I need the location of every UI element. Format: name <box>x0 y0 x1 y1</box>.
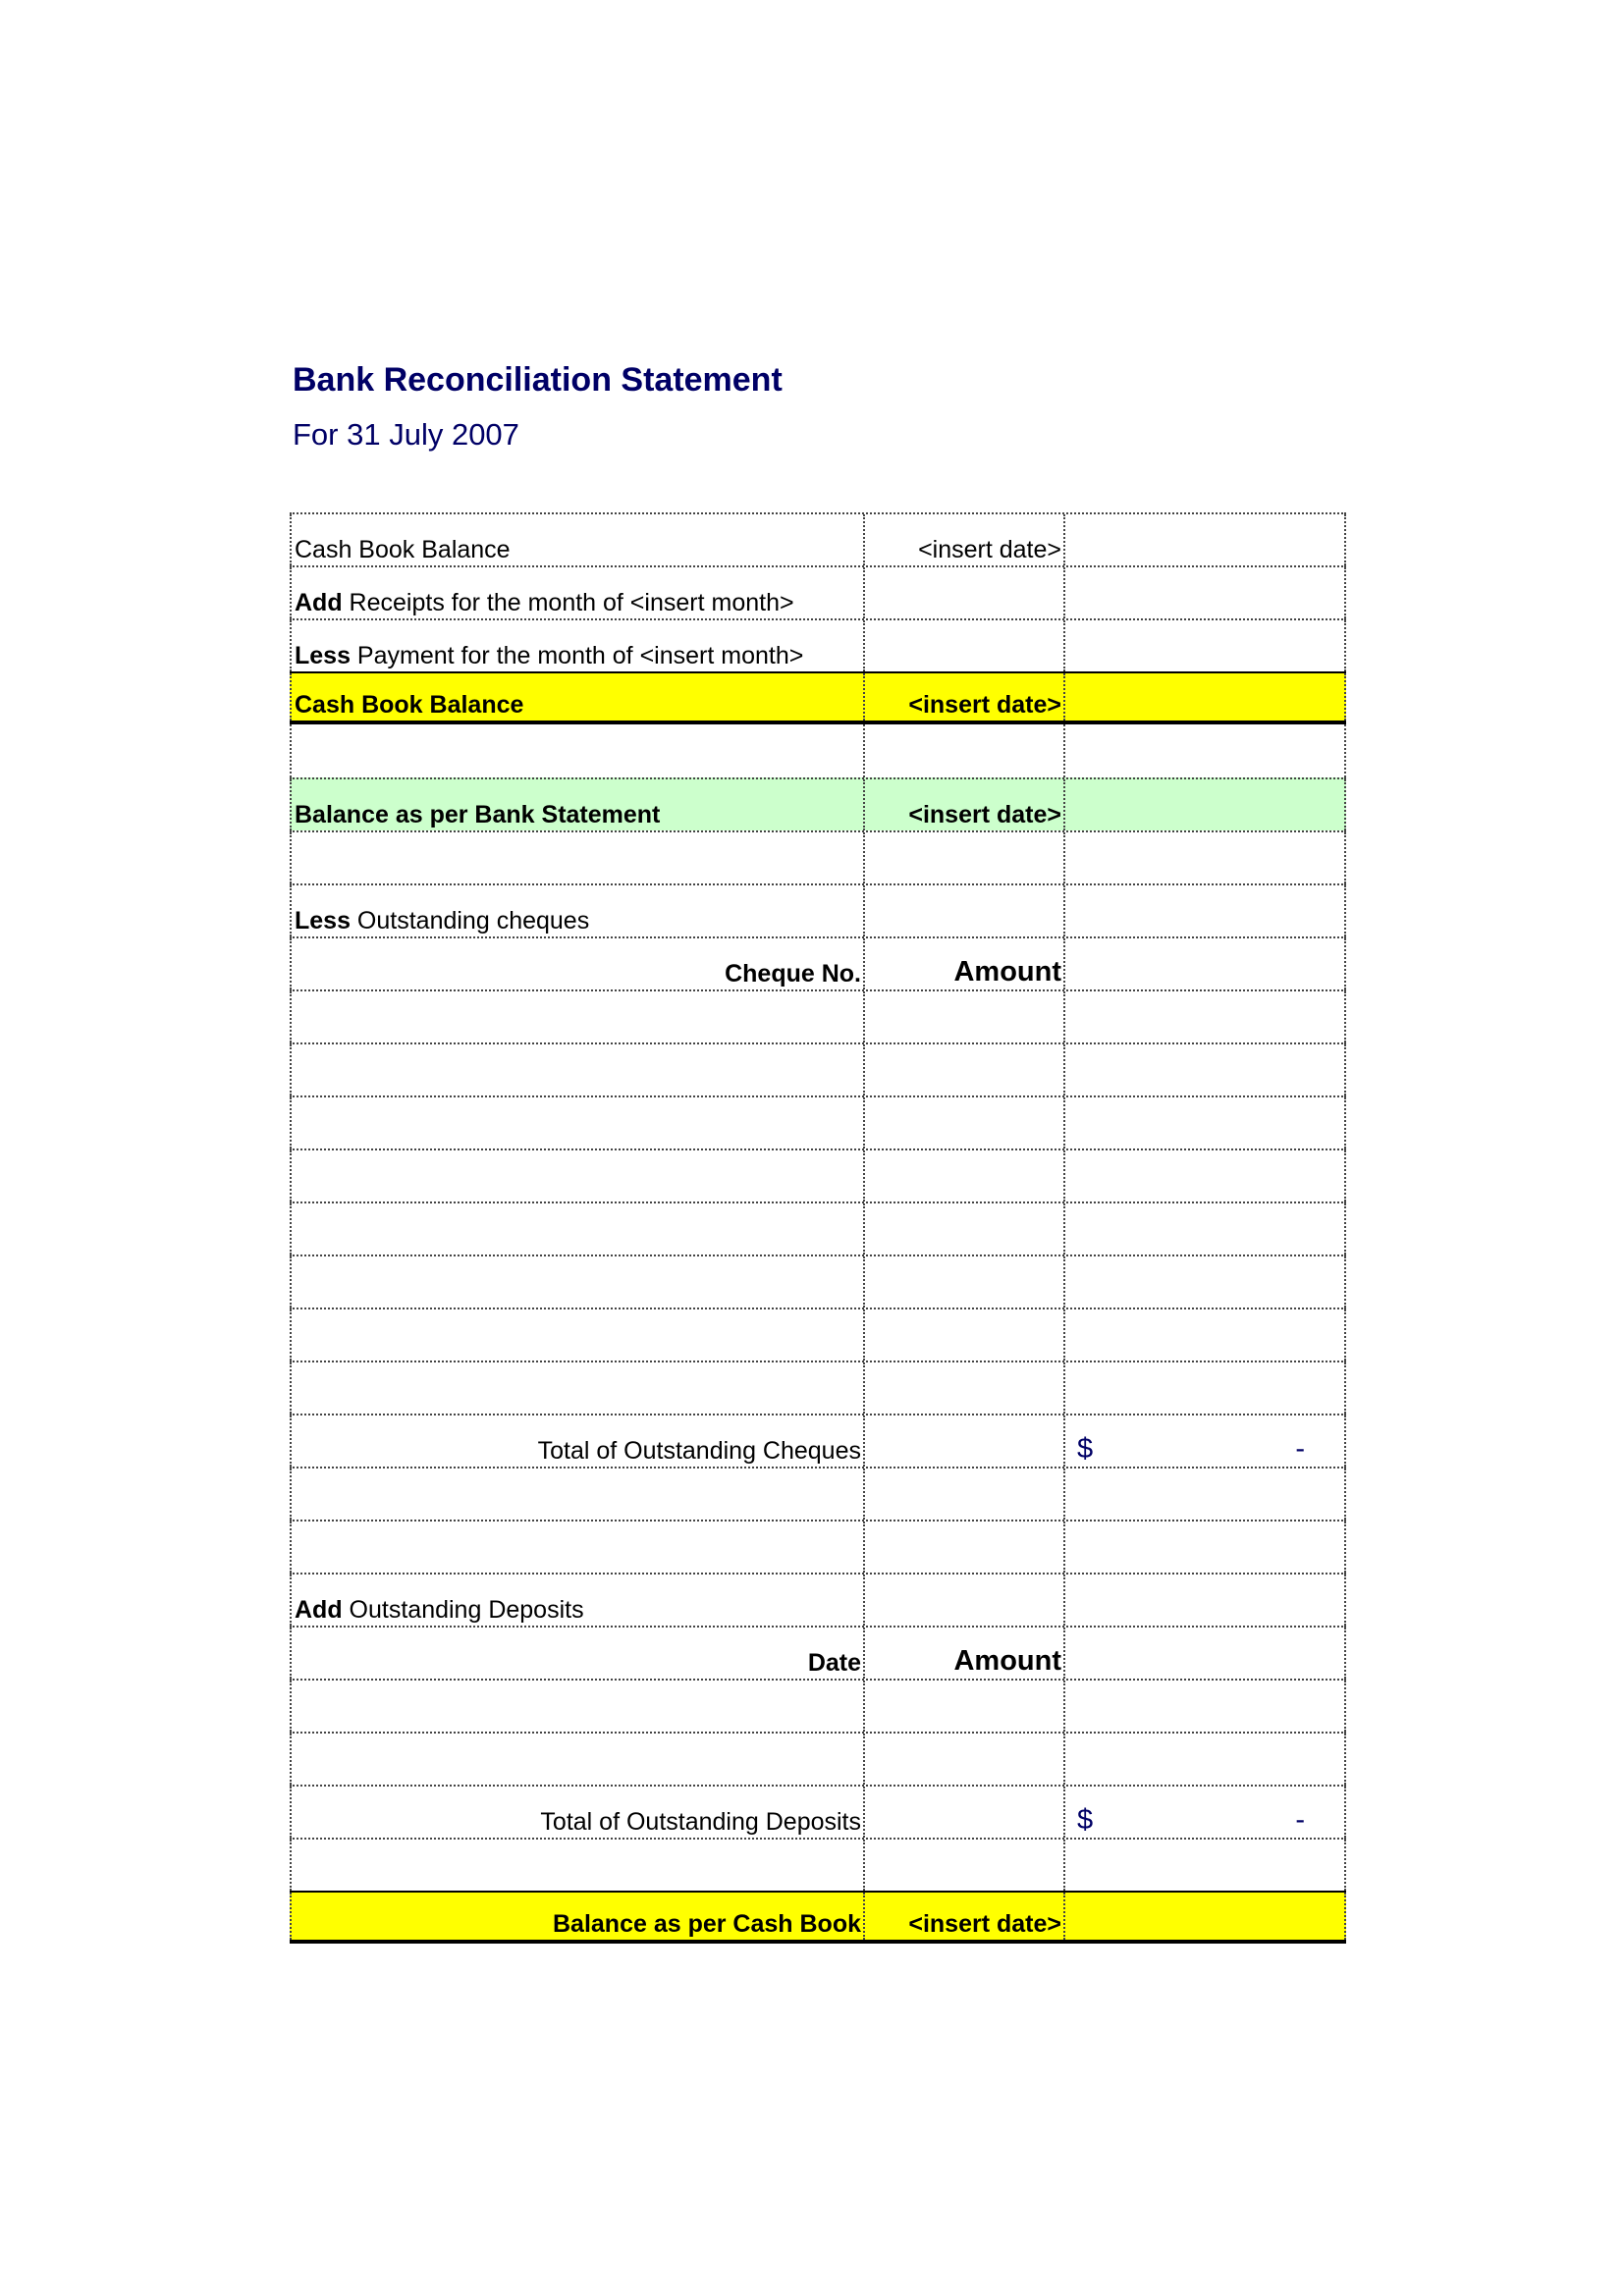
deposit-amount-cell[interactable] <box>863 1734 1063 1785</box>
add-receipts-text: Receipts for the month of <insert month> <box>342 589 794 616</box>
blank-row <box>290 1520 1346 1573</box>
cheque-entry-row <box>290 1042 1346 1095</box>
less-payment-label[interactable] <box>290 620 863 671</box>
less-outstanding-cheques-label[interactable] <box>290 885 863 936</box>
add-receipts-date[interactable] <box>863 567 1063 618</box>
cheque-entry-row <box>290 1148 1346 1201</box>
balance-bank-statement-row <box>290 777 1346 830</box>
cash-book-balance-total-row <box>290 671 1346 724</box>
less-payment-amount[interactable] <box>1063 620 1346 671</box>
blank-cell[interactable] <box>1063 1522 1346 1573</box>
blank-cell[interactable] <box>1063 1256 1346 1308</box>
balance-bank-statement-amount[interactable] <box>1063 779 1346 830</box>
cheque-amount-cell[interactable] <box>863 1362 1063 1414</box>
blank-cell[interactable] <box>1063 991 1346 1042</box>
blank-cell[interactable] <box>1063 1840 1346 1891</box>
cash-book-balance-row <box>290 512 1346 565</box>
cash-book-balance-amount[interactable] <box>1063 514 1346 565</box>
total-outstanding-cheques-row <box>290 1414 1346 1467</box>
balance-cash-book-amount[interactable] <box>1063 1893 1346 1940</box>
blank-cell[interactable] <box>1063 1681 1346 1732</box>
less-outstanding-cheques-row <box>290 883 1346 936</box>
blank-cell[interactable] <box>1063 1734 1346 1785</box>
cheque-no-cell[interactable] <box>290 991 863 1042</box>
deposit-amount-cell[interactable] <box>863 1681 1063 1732</box>
balance-bank-statement-date[interactable]: <insert date> <box>863 779 1063 830</box>
deposit-date-cell[interactable] <box>290 1681 863 1732</box>
blank-cell[interactable] <box>1063 1575 1346 1626</box>
reconciliation-table <box>290 512 1346 1944</box>
currency-symbol: $ <box>1077 1804 1094 1836</box>
cheque-entry-row <box>290 1361 1346 1414</box>
cash-book-balance-total-label[interactable]: Cash Book Balance <box>290 673 863 721</box>
deposit-entry-row <box>290 1679 1346 1732</box>
cheque-amount-cell[interactable] <box>863 1097 1063 1148</box>
total-outstanding-deposits-label: Total of Outstanding Deposits <box>290 1787 863 1838</box>
cheque-entry-row <box>290 1255 1346 1308</box>
cheque-no-cell[interactable] <box>290 1150 863 1201</box>
blank-cell[interactable] <box>863 1575 1063 1626</box>
blank-cell[interactable] <box>1063 1044 1346 1095</box>
balance-cash-book-label[interactable]: Balance as per Cash Book <box>290 1893 863 1940</box>
blank-cell[interactable] <box>1063 832 1346 883</box>
cheque-no-cell[interactable] <box>290 1097 863 1148</box>
cash-book-balance-total-amount[interactable] <box>1063 673 1346 721</box>
add-receipts-label[interactable] <box>290 567 863 618</box>
cheque-no-cell[interactable] <box>290 1044 863 1095</box>
cheque-no-cell[interactable] <box>290 1256 863 1308</box>
less-outstanding-cheques-text: Outstanding cheques <box>350 907 590 934</box>
add-outstanding-deposits-label[interactable] <box>290 1575 863 1626</box>
cheque-no-header: Cheque No. <box>290 938 863 989</box>
total-outstanding-deposits-row <box>290 1785 1346 1838</box>
blank-cell[interactable] <box>1063 1097 1346 1148</box>
cash-book-balance-total-date[interactable]: <insert date> <box>863 673 1063 721</box>
less-payment-text: Payment for the month of <insert month> <box>350 642 804 669</box>
cash-book-balance-label[interactable]: Cash Book Balance <box>290 514 863 565</box>
blank-cell[interactable] <box>1063 1309 1346 1361</box>
cheque-amount-cell[interactable] <box>863 1150 1063 1201</box>
page-subtitle: For 31 July 2007 <box>293 417 519 452</box>
cheque-amount-cell[interactable] <box>863 991 1063 1042</box>
total-outstanding-deposits-amount[interactable] <box>1063 1787 1346 1838</box>
balance-cash-book-row <box>290 1891 1346 1944</box>
deposit-header-row <box>290 1626 1346 1679</box>
deposit-date-header: Date <box>290 1628 863 1679</box>
total-outstanding-cheques-label: Total of Outstanding Cheques <box>290 1415 863 1467</box>
cheque-no-cell[interactable] <box>290 1362 863 1414</box>
balance-cash-book-date[interactable]: <insert date> <box>863 1893 1063 1940</box>
balance-bank-statement-label[interactable]: Balance as per Bank Statement <box>290 779 863 830</box>
blank-cell[interactable] <box>863 1522 1063 1573</box>
blank-cell[interactable] <box>1063 1628 1346 1679</box>
blank-cell[interactable] <box>863 1787 1063 1838</box>
total-value: - <box>1295 1804 1305 1836</box>
less-payment-prefix: Less <box>295 642 351 669</box>
deposit-amount-header: Amount <box>863 1628 1063 1679</box>
total-value: - <box>1295 1433 1305 1465</box>
blank-cell[interactable] <box>863 1840 1063 1891</box>
add-outstanding-deposits-prefix: Add <box>295 1596 343 1624</box>
page-title: Bank Reconciliation Statement <box>293 361 783 399</box>
blank-cell[interactable] <box>1063 938 1346 989</box>
cash-book-balance-date[interactable]: <insert date> <box>863 514 1063 565</box>
cheque-amount-cell[interactable] <box>863 1044 1063 1095</box>
cheque-amount-cell[interactable] <box>863 1203 1063 1255</box>
cheque-amount-header: Amount <box>863 938 1063 989</box>
cheque-amount-cell[interactable] <box>863 1309 1063 1361</box>
cheque-no-cell[interactable] <box>290 1203 863 1255</box>
currency-symbol: $ <box>1077 1433 1094 1465</box>
blank-cell[interactable] <box>290 724 863 777</box>
blank-cell[interactable] <box>863 1468 1063 1520</box>
deposit-date-cell[interactable] <box>290 1734 863 1785</box>
cheque-entry-row <box>290 1308 1346 1361</box>
cheque-entry-row <box>290 989 1346 1042</box>
blank-cell[interactable] <box>1063 1150 1346 1201</box>
add-receipts-prefix: Add <box>295 589 343 616</box>
blank-row <box>290 830 1346 883</box>
add-outstanding-deposits-text: Outstanding Deposits <box>342 1596 584 1624</box>
add-receipts-row <box>290 565 1346 618</box>
blank-cell[interactable] <box>290 1522 863 1573</box>
less-payment-date[interactable] <box>863 620 1063 671</box>
blank-cell[interactable] <box>1063 724 1346 777</box>
cheque-amount-cell[interactable] <box>863 1256 1063 1308</box>
blank-row <box>290 724 1346 777</box>
deposit-entry-row <box>290 1732 1346 1785</box>
blank-cell[interactable] <box>1063 1362 1346 1414</box>
blank-cell[interactable] <box>1063 885 1346 936</box>
blank-cell[interactable] <box>863 724 1063 777</box>
less-outstanding-cheques-prefix: Less <box>295 907 351 934</box>
cheque-no-cell[interactable] <box>290 1309 863 1361</box>
blank-cell[interactable] <box>863 832 1063 883</box>
blank-cell[interactable] <box>863 885 1063 936</box>
blank-cell[interactable] <box>1063 1468 1346 1520</box>
less-payment-row <box>290 618 1346 671</box>
blank-cell[interactable] <box>290 1468 863 1520</box>
blank-row <box>290 1838 1346 1891</box>
add-receipts-amount[interactable] <box>1063 567 1346 618</box>
cheque-entry-row <box>290 1095 1346 1148</box>
total-outstanding-cheques-amount[interactable] <box>1063 1415 1346 1467</box>
cheque-entry-row <box>290 1201 1346 1255</box>
add-outstanding-deposits-row <box>290 1573 1346 1626</box>
blank-cell[interactable] <box>290 832 863 883</box>
blank-row <box>290 1467 1346 1520</box>
blank-cell[interactable] <box>863 1415 1063 1467</box>
blank-cell[interactable] <box>1063 1203 1346 1255</box>
cheque-header-row <box>290 936 1346 989</box>
blank-cell[interactable] <box>290 1840 863 1891</box>
